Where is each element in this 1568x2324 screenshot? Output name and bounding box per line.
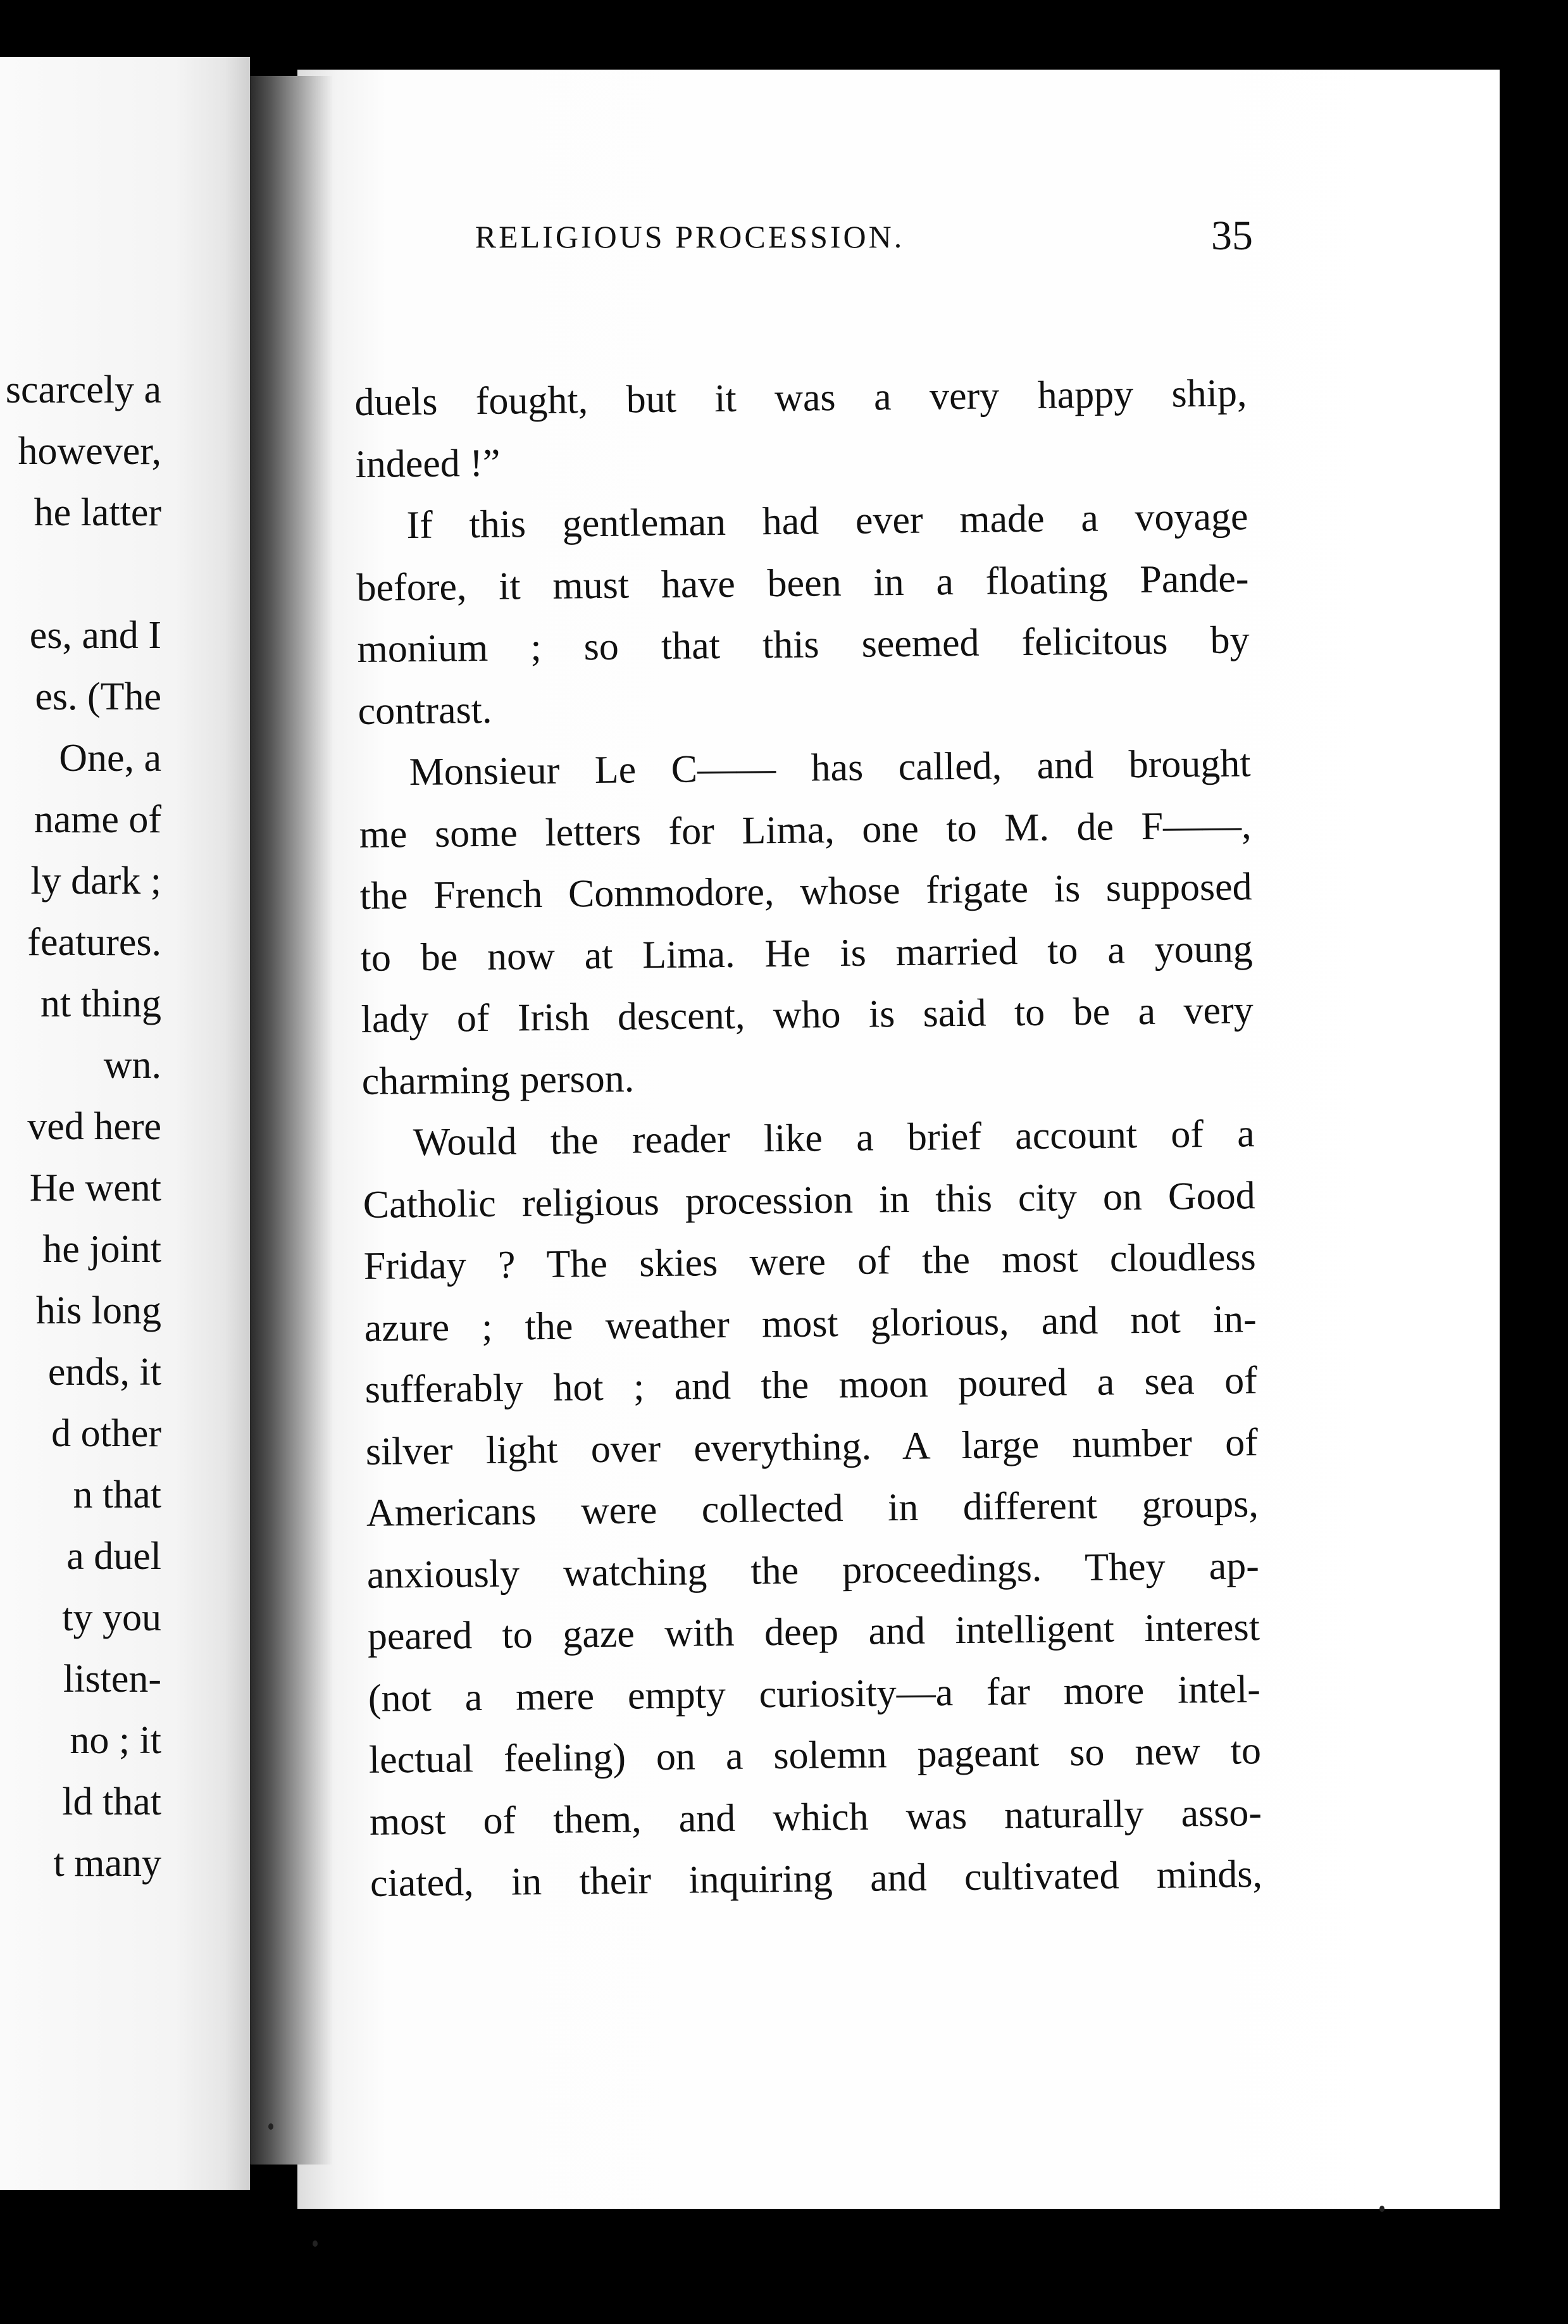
body-line: to be now at Lima. He is married to a young: [360, 927, 1253, 980]
body-line: anxiously watching the proceedings. They ap-: [366, 1544, 1260, 1597]
body-line: lectual feeling) on a solemn pageant so new to: [368, 1729, 1262, 1782]
left-line: n that: [73, 1473, 161, 1516]
left-line: es. (The: [35, 675, 161, 718]
body-line: Americans were collected in different groups,: [366, 1482, 1259, 1535]
left-line: a duel: [66, 1535, 161, 1578]
body-line: most of them, and which was naturally asso-: [369, 1790, 1262, 1844]
body-line: ciated, in their inquiring and cultivated minds,: [370, 1852, 1263, 1905]
left-line: he joint: [42, 1228, 161, 1271]
left-line: He went: [29, 1166, 161, 1209]
body-line: charming person.: [361, 1056, 635, 1103]
running-title: RELIGIOUS PROCESSION.: [475, 219, 905, 254]
left-line: however,: [18, 430, 161, 473]
body-line: Catholic religious procession in this city on Good: [363, 1173, 1256, 1227]
body-line: If this gentleman had ever made a voyage: [406, 495, 1248, 547]
body-line: duels fought, but it was a very happy ship,: [354, 372, 1247, 424]
left-line: ends, it: [47, 1351, 161, 1394]
left-line: no ; it: [70, 1719, 161, 1762]
body-line: before, it must have been in a floating Pande-: [356, 556, 1249, 609]
body-line: Monsieur Le C—— has called, and brought: [409, 742, 1251, 794]
body-text: [354, 363, 1262, 1915]
page-number: 35: [1211, 213, 1253, 259]
left-line: ved here: [27, 1105, 161, 1148]
left-line: name of: [34, 798, 161, 841]
body-line: sufferably hot ; and the moon poured a sea of: [364, 1359, 1258, 1411]
body-line: Would the reader like a brief account of a: [413, 1112, 1255, 1165]
left-line: wn.: [103, 1044, 161, 1087]
body-line: peared to gaze with deep and intelligent interest: [367, 1606, 1260, 1658]
body-line: Friday ? The skies were of the most cloudless: [363, 1235, 1257, 1288]
body-line: the French Commodore, whose frigate is supposed: [359, 865, 1252, 918]
body-line: indeed !”: [355, 441, 501, 486]
body-line: azure ; the weather most glorious, and not in-: [364, 1297, 1257, 1350]
left-line: features.: [27, 921, 161, 964]
left-line: he latter: [34, 491, 161, 534]
left-line: t many: [53, 1842, 161, 1885]
left-line: One, a: [59, 737, 161, 780]
left-line: ty you: [62, 1596, 161, 1639]
left-line: [0, 544, 161, 605]
body-line: silver light over everything. A large number of: [365, 1420, 1259, 1473]
left-line: d other: [51, 1412, 161, 1455]
body-line: me some letters for Lima, one to M. de F——,: [359, 803, 1252, 856]
body-line: lady of Irish descent, who is said to be a very: [361, 989, 1254, 1041]
body-line: (not a mere empty curiosity—a far more intel-: [368, 1667, 1261, 1720]
left-page-text: [0, 359, 161, 1894]
left-line: nt thing: [40, 982, 161, 1025]
body-line: contrast.: [358, 688, 492, 733]
left-page: [0, 57, 250, 2190]
left-line: ld that: [62, 1780, 161, 1823]
gutter-shadow: [250, 76, 332, 2165]
left-line: ly dark ;: [30, 859, 161, 903]
body-line: monium ; so that this seemed felicitous by: [357, 618, 1250, 671]
left-line: his long: [35, 1289, 161, 1332]
left-line: listen-: [63, 1658, 161, 1701]
left-line: scarcely a: [5, 368, 161, 411]
left-line: es, and I: [29, 614, 161, 657]
